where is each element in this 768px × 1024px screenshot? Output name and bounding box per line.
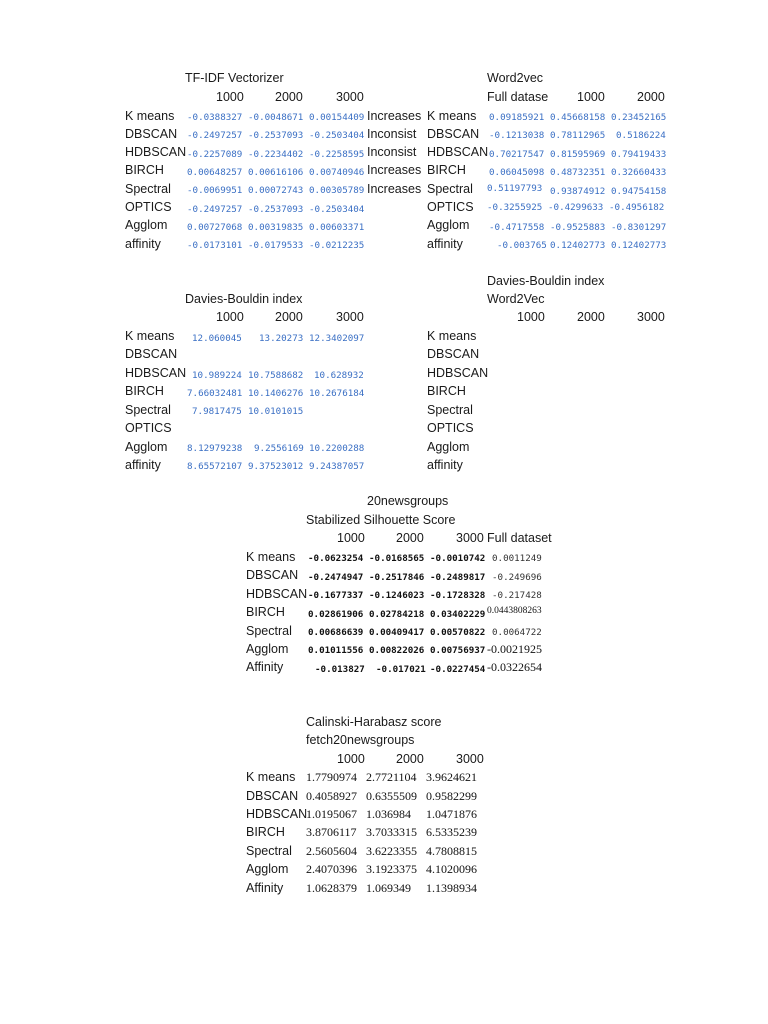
cell-value: 0.02784218 [369, 609, 425, 620]
col-header: 2000 [275, 90, 303, 104]
row-label: K means [246, 550, 296, 564]
table-title: TF-IDF Vectorizer [185, 71, 284, 85]
cell-value: 8.65572107 [187, 461, 243, 472]
cell-value: -0.1213038 [489, 130, 545, 141]
row-label: Spectral [427, 182, 473, 196]
row-label: BIRCH [125, 384, 164, 398]
table-subtitle: fetch20newsgroups [306, 733, 415, 747]
col-header: 2000 [577, 310, 605, 324]
table-subtitle: Stabilized Silhouette Score [306, 513, 456, 527]
cell-value: -0.2489817 [430, 572, 486, 583]
cell-value: 0.00740946 [309, 167, 365, 178]
row-label: Spectral [246, 624, 292, 638]
row-label: Agglom [125, 440, 168, 454]
cell-value: -0.2234402 [248, 149, 304, 160]
row-label: Agglom [427, 440, 470, 454]
trend-note: Inconsist [367, 145, 417, 159]
cell-value: 0.94754158 [611, 186, 667, 197]
row-label: HDBSCAN [246, 587, 308, 601]
row-label: Spectral [427, 403, 473, 417]
cell-value: -0.0227454 [430, 664, 486, 675]
cell-value: -0.0388327 [187, 112, 243, 123]
cell-value: 0.00616106 [248, 167, 304, 178]
table-subtitle: Word2Vec [487, 292, 545, 306]
full-dataset-value: 0.0011249 [492, 553, 542, 564]
cell-value: 0.12402773 [611, 240, 667, 251]
trend-note: Increases [367, 182, 422, 196]
cell-value: 0.9582299 [426, 789, 477, 803]
row-label: BIRCH [427, 384, 466, 398]
row-label: DBSCAN [427, 127, 480, 141]
full-dataset-value: -0.0322654 [487, 660, 542, 674]
row-label: OPTICS [125, 200, 172, 214]
row-label: HDBSCAN [427, 366, 489, 380]
row-label: OPTICS [427, 421, 474, 435]
row-label: OPTICS [427, 200, 474, 214]
cell-value: 0.00727068 [187, 222, 243, 233]
col-header: 2000 [396, 752, 424, 766]
cell-value: -0.2517846 [369, 572, 425, 583]
cell-value: -0.2497257 [187, 130, 243, 141]
col-header: 3000 [456, 531, 484, 545]
row-label: DBSCAN [246, 568, 299, 582]
cell-value: -0.0179533 [248, 240, 304, 251]
row-label: HDBSCAN [246, 807, 308, 821]
cell-value: 0.02861906 [308, 609, 364, 620]
cell-value: 2.5605604 [306, 844, 357, 858]
full-dataset-value: -0.249696 [492, 572, 542, 583]
table-title: 20newsgroups [367, 494, 449, 508]
col-header: 2000 [637, 90, 665, 104]
cell-value: 4.7808815 [426, 844, 477, 858]
row-label: Affinity [246, 881, 284, 895]
cell-value: 1.069349 [366, 881, 411, 895]
col-header: 3000 [336, 310, 364, 324]
trend-note: Increases [367, 109, 422, 123]
cell-value: 0.32660433 [611, 167, 667, 178]
cell-value: 7.9817475 [192, 406, 242, 417]
row-label: BIRCH [246, 825, 285, 839]
row-label: Agglom [125, 218, 168, 232]
cell-value: 12.060045 [192, 333, 242, 344]
col-header: 1000 [216, 310, 244, 324]
cell-value: -0.1677337 [308, 590, 364, 601]
cell-value: -0.2258595 [309, 149, 365, 160]
cell-value: -0.3255925 [487, 202, 543, 213]
col-header: 1000 [337, 752, 365, 766]
row-label: HDBSCAN [427, 145, 489, 159]
cell-value: -0.0212235 [309, 240, 365, 251]
cell-value: 0.06045098 [489, 167, 545, 178]
cell-value: 0.00305789 [309, 185, 365, 196]
col-header: 2000 [396, 531, 424, 545]
col-header: Full datase [487, 90, 549, 104]
row-label: Spectral [125, 182, 171, 196]
cell-value: -0.2503404 [309, 130, 365, 141]
cell-value: -0.4299633 [548, 202, 604, 213]
col-header: 1000 [517, 310, 545, 324]
row-label: Agglom [427, 218, 470, 232]
cell-value: 10.2200288 [309, 443, 365, 454]
cell-value: 10.0101015 [248, 406, 304, 417]
cell-value: 10.989224 [192, 370, 242, 381]
cell-value: 10.628932 [314, 370, 364, 381]
cell-value: 1.7790974 [306, 770, 357, 784]
cell-value: 0.70217547 [489, 149, 545, 160]
row-label: K means [125, 109, 175, 123]
cell-value: 6.5335239 [426, 825, 477, 839]
col-header: Full dataset [487, 531, 552, 545]
cell-value: 9.2556169 [254, 443, 304, 454]
cell-value: 0.00154409 [309, 112, 365, 123]
cell-value: 0.00648257 [187, 167, 243, 178]
row-label: K means [125, 329, 175, 343]
trend-note: Increases [367, 163, 422, 177]
cell-value: 1.036984 [366, 807, 411, 821]
cell-value: 0.12402773 [550, 240, 606, 251]
cell-value: 2.7721104 [366, 770, 417, 784]
cell-value: -0.1246023 [369, 590, 425, 601]
cell-value: -0.2537093 [248, 204, 304, 215]
cell-value: -0.0168565 [369, 553, 425, 564]
cell-value: -0.003765 [497, 240, 547, 251]
cell-value: 0.00603371 [309, 222, 365, 233]
col-header: 3000 [336, 90, 364, 104]
cell-value: -0.2503404 [309, 204, 365, 215]
trend-note: Inconsist [367, 127, 417, 141]
cell-value: 0.00686639 [308, 627, 364, 638]
row-label: DBSCAN [246, 789, 299, 803]
cell-value: -0.017021 [376, 664, 426, 675]
cell-value: 1.1398934 [426, 881, 477, 895]
cell-value: 0.45668158 [550, 112, 606, 123]
cell-value: 0.00409417 [369, 627, 425, 638]
cell-value: 0.23452165 [611, 112, 667, 123]
cell-value: 0.00756937 [430, 645, 486, 656]
cell-value: 1.0195067 [306, 807, 357, 821]
cell-value: -0.2497257 [187, 204, 243, 215]
cell-value: 9.24387057 [309, 461, 365, 472]
full-dataset-value: 0.0443808263 [487, 606, 542, 616]
row-label: BIRCH [427, 163, 466, 177]
cell-value: 8.12979238 [187, 443, 243, 454]
row-label: Agglom [246, 642, 289, 656]
cell-value: -0.013827 [315, 664, 365, 675]
row-label: Agglom [246, 862, 289, 876]
cell-value: 0.01011556 [308, 645, 364, 656]
cell-value: 7.66032481 [187, 388, 243, 399]
col-header: 3000 [637, 310, 665, 324]
cell-value: 0.03402229 [430, 609, 486, 620]
row-label: affinity [125, 458, 161, 472]
cell-value: 3.6223355 [366, 844, 417, 858]
row-label: Spectral [246, 844, 292, 858]
cell-value: -0.0010742 [430, 553, 486, 564]
row-label: K means [427, 109, 477, 123]
cell-value: -0.0069951 [187, 185, 243, 196]
row-label: BIRCH [125, 163, 164, 177]
cell-value: 10.2676184 [309, 388, 365, 399]
col-header: 3000 [456, 752, 484, 766]
row-label: Spectral [125, 403, 171, 417]
cell-value: 0.79419433 [611, 149, 667, 160]
cell-value: 1.0628379 [306, 881, 357, 895]
cell-value: 0.93874912 [550, 186, 606, 197]
row-label: affinity [427, 458, 463, 472]
cell-value: 3.9624621 [426, 770, 477, 784]
cell-value: 4.1020096 [426, 862, 477, 876]
cell-value: 10.1406276 [248, 388, 304, 399]
cell-value: -0.4717558 [489, 222, 545, 233]
cell-value: -0.2257089 [187, 149, 243, 160]
row-label: DBSCAN [125, 127, 178, 141]
col-header: 1000 [216, 90, 244, 104]
row-label: affinity [427, 237, 463, 251]
table-title: Davies-Bouldin index [185, 292, 303, 306]
cell-value: 0.81595969 [550, 149, 606, 160]
cell-value: -0.0048671 [248, 112, 304, 123]
cell-value: 3.7033315 [366, 825, 417, 839]
table-title: Davies-Bouldin index [487, 274, 605, 288]
full-dataset-value: 0.0064722 [492, 627, 542, 638]
cell-value: 0.78112965 [550, 130, 606, 141]
cell-value: -0.0173101 [187, 240, 243, 251]
cell-value: 0.6355509 [366, 789, 417, 803]
cell-value: -0.2537093 [248, 130, 304, 141]
cell-value: -0.8301297 [611, 222, 667, 233]
cell-value: 0.09185921 [489, 112, 545, 123]
col-header: 2000 [275, 310, 303, 324]
cell-value: -0.2474947 [308, 572, 364, 583]
row-label: HDBSCAN [125, 366, 187, 380]
cell-value: 0.4058927 [306, 789, 357, 803]
cell-value: -0.0623254 [308, 553, 364, 564]
table-title: Word2vec [487, 71, 544, 85]
cell-value: 3.1923375 [366, 862, 417, 876]
full-dataset-value: -0.217428 [492, 590, 542, 601]
cell-value: 10.7588682 [248, 370, 304, 381]
col-header: 1000 [577, 90, 605, 104]
col-header: 1000 [337, 531, 365, 545]
cell-value: 13.20273 [259, 333, 304, 344]
row-label: DBSCAN [125, 347, 178, 361]
cell-value: -0.9525883 [550, 222, 606, 233]
cell-value: 0.00319835 [248, 222, 304, 233]
row-label: K means [427, 329, 477, 343]
cell-value: 0.00072743 [248, 185, 304, 196]
row-label: Affinity [246, 660, 284, 674]
row-label: K means [246, 770, 296, 784]
cell-value: -0.4956182 [609, 202, 665, 213]
row-label: DBSCAN [427, 347, 480, 361]
cell-value: 2.4070396 [306, 862, 357, 876]
cell-value: 0.51197793 [487, 183, 543, 194]
cell-value: 0.48732351 [550, 167, 606, 178]
cell-value: 0.5186224 [616, 130, 666, 141]
cell-value: 0.00822026 [369, 645, 425, 656]
row-label: BIRCH [246, 605, 285, 619]
row-label: affinity [125, 237, 161, 251]
cell-value: -0.1728328 [430, 590, 486, 601]
cell-value: 9.37523012 [248, 461, 304, 472]
cell-value: 12.3402097 [309, 333, 365, 344]
row-label: OPTICS [125, 421, 172, 435]
full-dataset-value: -0.0021925 [487, 642, 542, 656]
table-title: Calinski-Harabasz score [306, 715, 442, 729]
cell-value: 3.8706117 [306, 825, 357, 839]
cell-value: 0.00570822 [430, 627, 486, 638]
cell-value: 1.0471876 [426, 807, 477, 821]
row-label: HDBSCAN [125, 145, 187, 159]
